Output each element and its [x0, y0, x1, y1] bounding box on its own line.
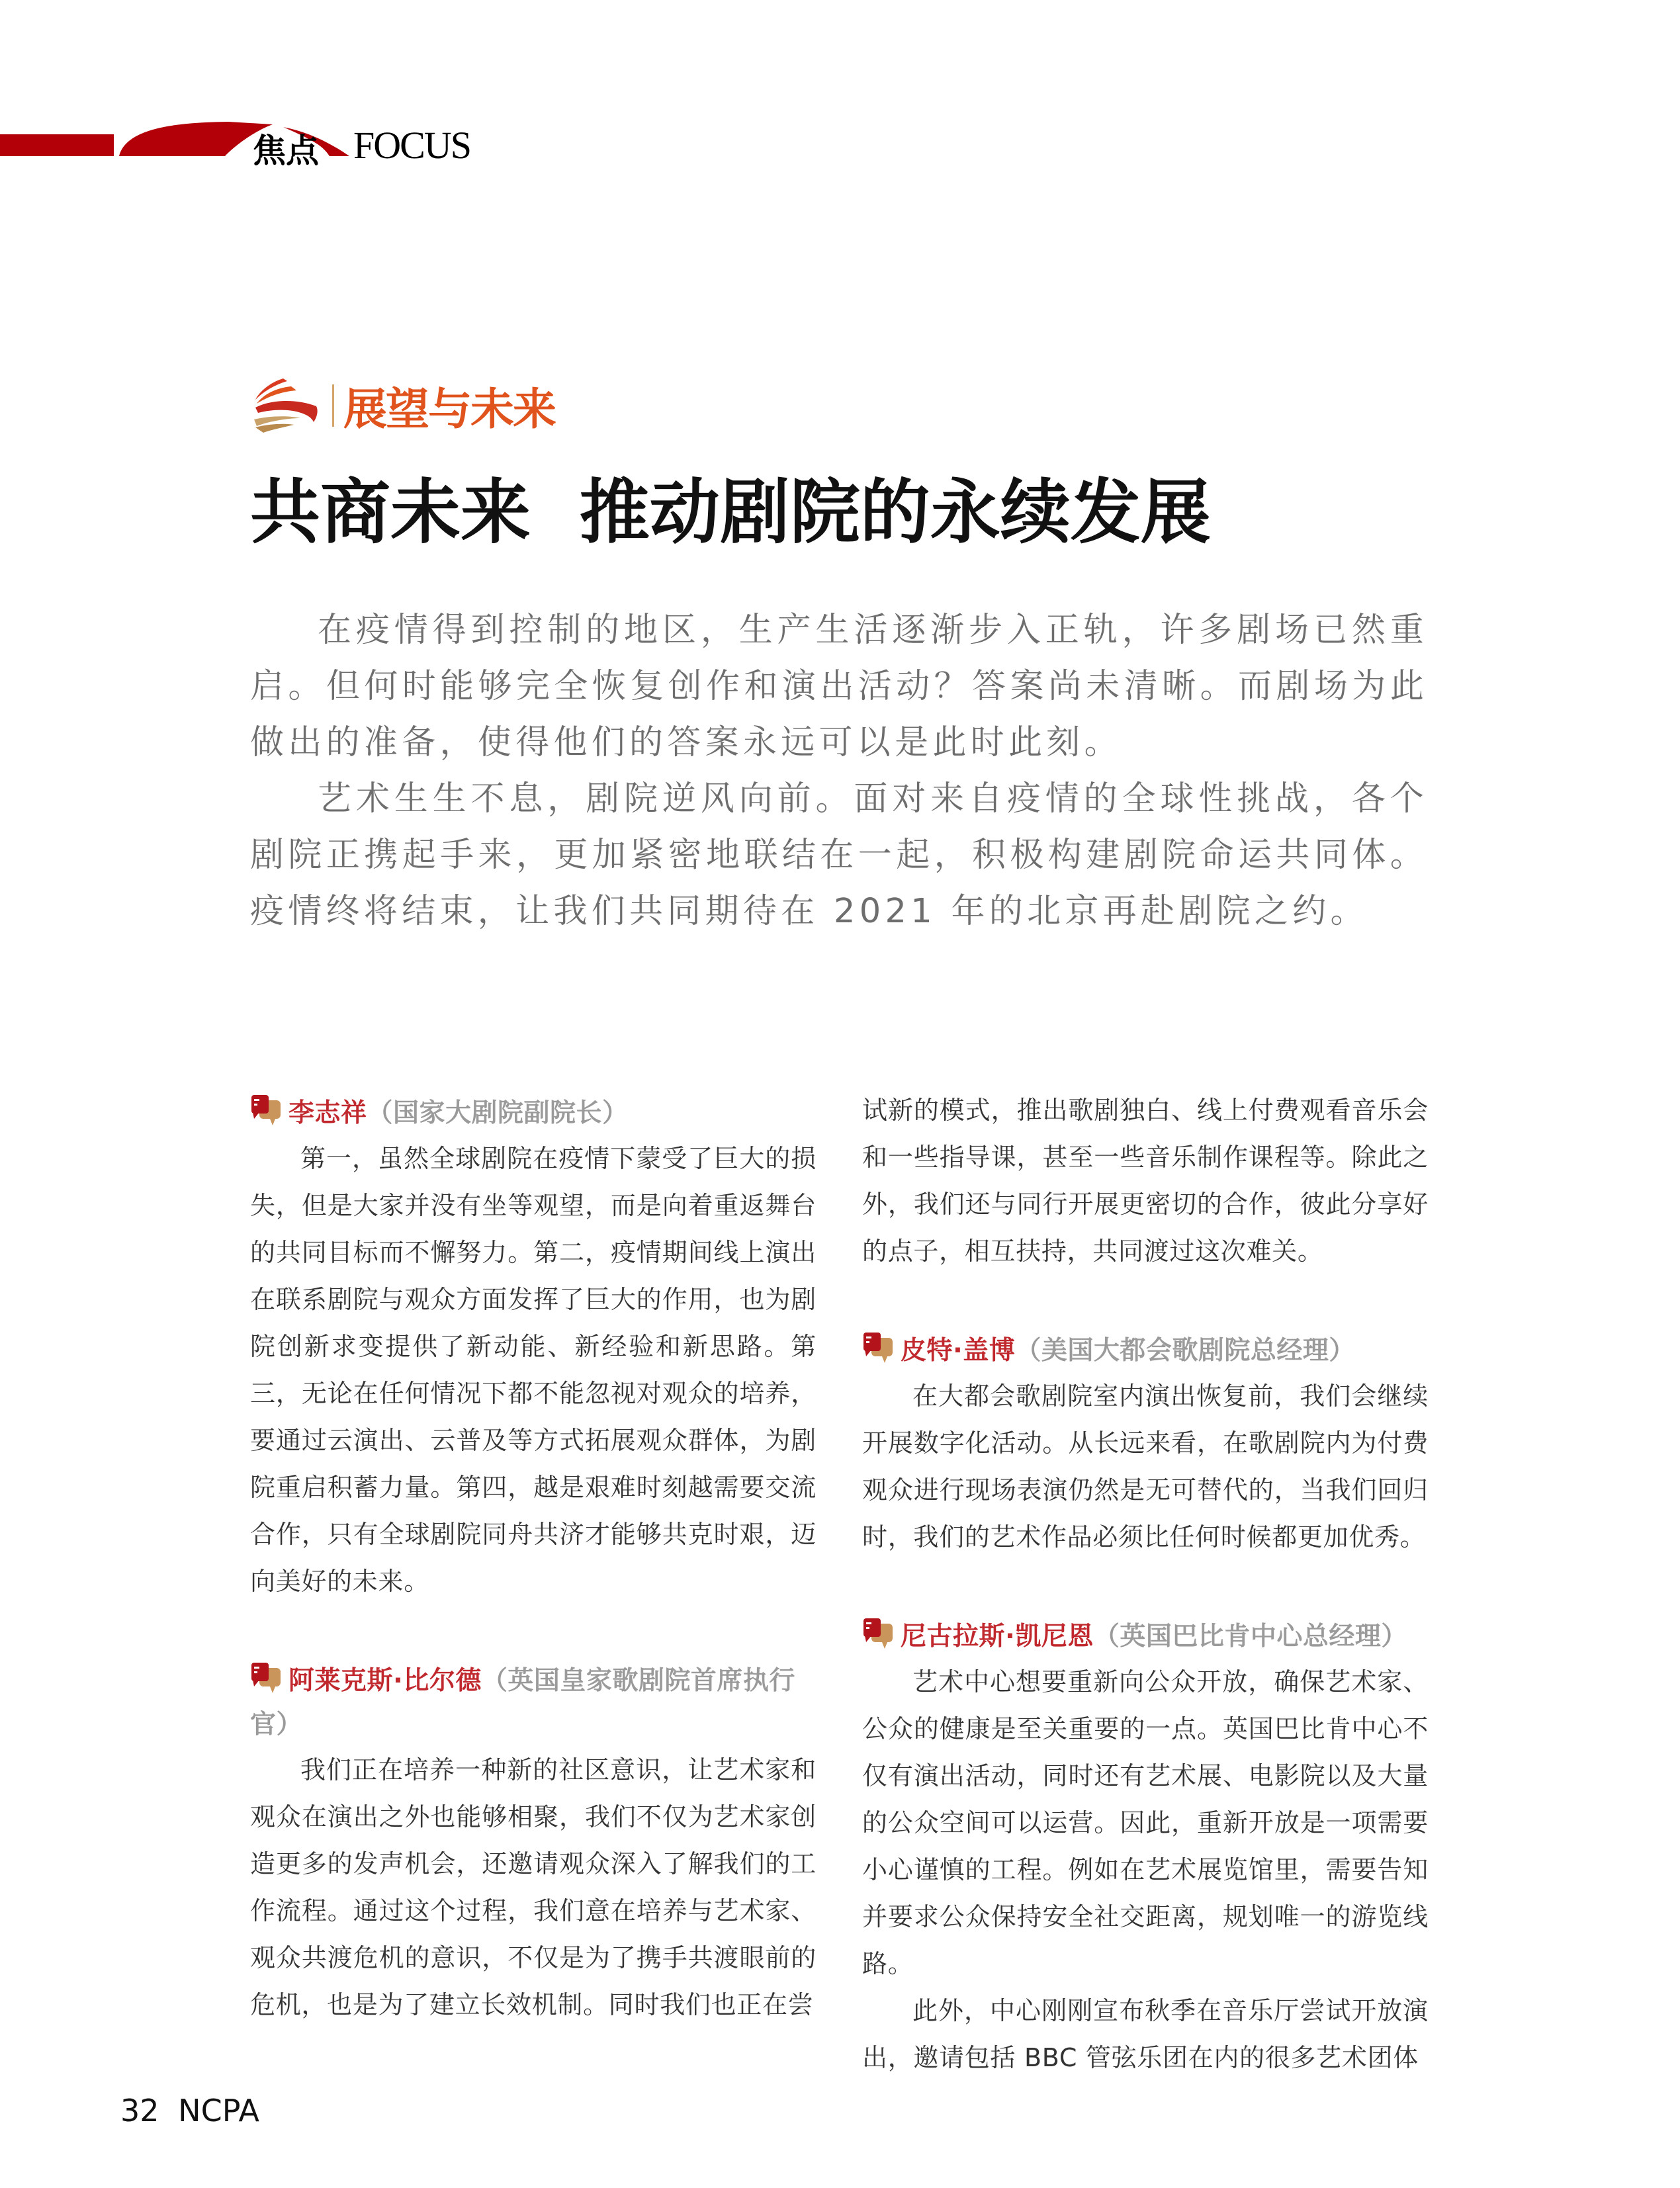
speaker-heading — [250, 1659, 817, 1747]
article-title: 共商未来 推动剧院的永续发展 — [250, 472, 1211, 553]
intro-paragraph: 艺术生生不息，剧院逆风向前。面对来自疫情的全球性挑战，各个剧院正携起手来，更加紧密地联结在一起，积极构建剧院命运共同体。疫情终将结束，让我们共同期待在 2021 年的北京再赴剧院之约。 — [250, 779, 1428, 931]
page-number: 32 — [120, 2093, 159, 2128]
section-divider — [332, 384, 334, 427]
speaker-name: 尼古拉斯·凯尼恩 — [901, 1622, 1094, 1651]
article-intro — [250, 602, 1428, 940]
page-footer — [120, 2093, 259, 2128]
speaker-heading — [862, 1615, 1429, 1659]
section-label-text: 展望与未来 — [343, 384, 555, 435]
speaker-paragraph: 艺术中心想要重新向公众开放，确保艺术家、公众的健康是至关重要的一点。英国巴比肯中心不仅有演出活动，同时还有艺术展、电影院以及大量的公众空间可以运营。因此，重新开放是一项需要小心谨慎的工程。例如在艺术展览馆里，需要告知并要求公众保持安全社交距离，规划唯一的游览线路。 — [862, 1667, 1429, 1978]
header-section-en: FOCUS — [353, 124, 470, 167]
speaker-heading — [250, 1092, 817, 1135]
speech-bubble-icon — [250, 1661, 282, 1694]
speaker-paragraph: 在大都会歌剧院室内演出恢复前，我们会继续开展数字化活动。从长远来看，在歌剧院内为付费观众进行现场表演仍然是无可替代的，当我们回归时，我们的艺术作品必须比任何时候都更加优秀。 — [862, 1381, 1429, 1552]
speaker-role: （国家大剧院副院长） — [367, 1098, 629, 1128]
speech-bubble-icon — [862, 1331, 894, 1364]
speaker-role: （英国皇家歌剧院首席执行官） — [250, 1666, 795, 1739]
speech-bubble-icon — [862, 1617, 894, 1650]
intro-paragraph: 在疫情得到控制的地区，生产生活逐渐步入正轨，许多剧场已然重启。但何时能够完全恢复创作和演出活动？答案尚未清晰。而剧场为此做出的准备，使得他们的答案永远可以是此时此刻。 — [250, 611, 1428, 762]
speaker-role: （美国大都会歌剧院总经理） — [1015, 1336, 1355, 1366]
speaker-paragraph: 此外，中心刚刚宣布秋季在音乐厅尝试开放演出，邀请包括 BBC 管弦乐团在内的很多艺术团体 — [862, 1996, 1429, 2072]
speech-bubble-icon — [250, 1094, 282, 1127]
header-section-cn: 焦点 — [253, 132, 319, 170]
speaker-paragraph-continued: 试新的模式，推出歌剧独白、线上付费观看音乐会和一些指导课，甚至一些音乐制作课程等。除此之外，我们还与同行开展更密切的合作，彼此分享好的点子，相互扶持，共同渡过这次难关。 — [862, 1096, 1429, 1266]
left-column — [250, 1092, 817, 2029]
speaker-name: 李志祥 — [288, 1098, 367, 1128]
right-column — [862, 1087, 1429, 2081]
publication-name: NCPA — [178, 2093, 259, 2128]
speaker-name: 皮特·盖博 — [901, 1336, 1016, 1366]
speaker-paragraph: 我们正在培养一种新的社区意识，让艺术家和观众在演出之外也能够相聚，我们不仅为艺术家创造更多的发声机会，还邀请观众深入了解我们的工作流程。通过这个过程，我们意在培养与艺术家、观众共渡危机的意识，不仅是为了携手共渡眼前的危机，也是为了建立长效机制。同时我们也正在尝 — [250, 1755, 817, 2019]
speaker-name: 阿莱克斯·比尔德 — [288, 1666, 482, 1696]
ribbon-logo-icon — [250, 377, 320, 434]
speaker-heading — [862, 1329, 1429, 1373]
speaker-paragraph: 第一，虽然全球剧院在疫情下蒙受了巨大的损失，但是大家并没有坐等观望，而是向着重返舞台的共同目标而不懈努力。第二，疫情期间线上演出在联系剧院与观众方面发挥了巨大的作用，也为剧院创新求变提供了新动能、新经验和新思路。第三，无论在任何情况下都不能忽视对观众的培养，要通过云演出、云普及等方式拓展观众群体，为剧院重启积蓄力量。第四，越是艰难时刻越需要交流合作，只有全球剧院同舟共济才能够共克时艰，迈向美好的未来。 — [250, 1144, 817, 1596]
section-label — [250, 374, 555, 437]
speaker-role: （英国巴比肯中心总经理） — [1093, 1622, 1407, 1651]
